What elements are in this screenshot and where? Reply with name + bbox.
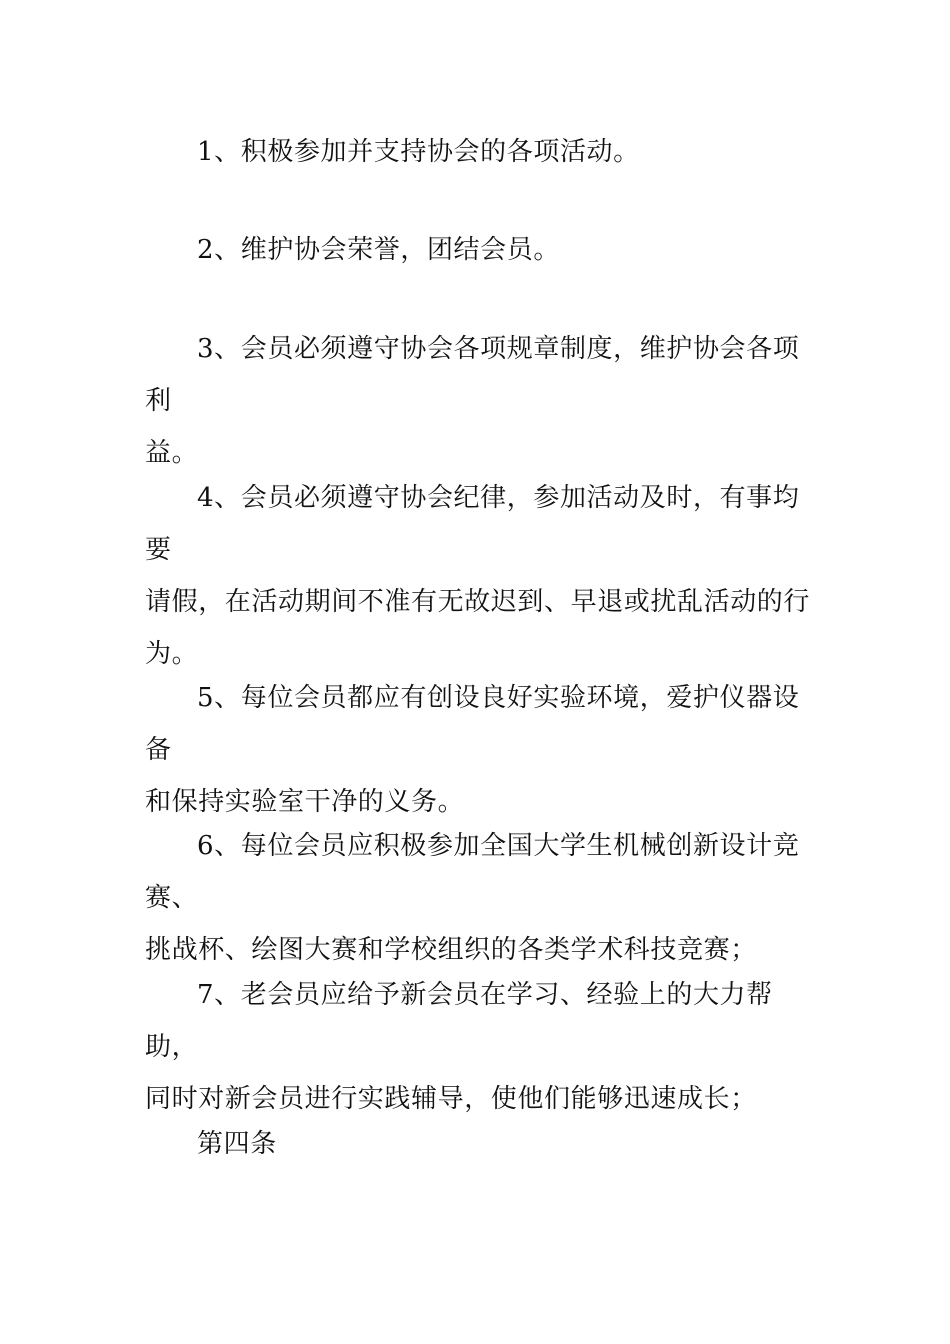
paragraph-3: 3、会员必须遵守协会各项规章制度，维护协会各项利 益。 [145, 334, 800, 468]
paragraph-4: 4、会员必须遵守协会纪律，参加活动及时，有事均要 请假，在活动期间不准有无故迟到、早退或扰乱活动的行 为。 [145, 483, 811, 669]
paragraph-2: 2、维护协会荣誉，团结会员。 [197, 235, 560, 265]
paragraph-1: 1、积极参加并支持协会的各项活动。 [197, 137, 640, 167]
paragraph-6: 6、每位会员应积极参加全国大学生机械创新设计竞赛、 挑战杯、绘图大赛和学校组织的各类学术科技竞赛； [145, 831, 800, 965]
paragraph-7: 7、老会员应给予新会员在学习、经验上的大力帮助， 同时对新会员进行实践辅导，使他们能够迅速成长； [145, 980, 773, 1114]
paragraph-5: 5、每位会员都应有创设良好实验环境，爱护仪器设备 和保持实验室干净的义务。 [145, 683, 800, 817]
section-heading-article-4: 第四条 [197, 1129, 277, 1159]
